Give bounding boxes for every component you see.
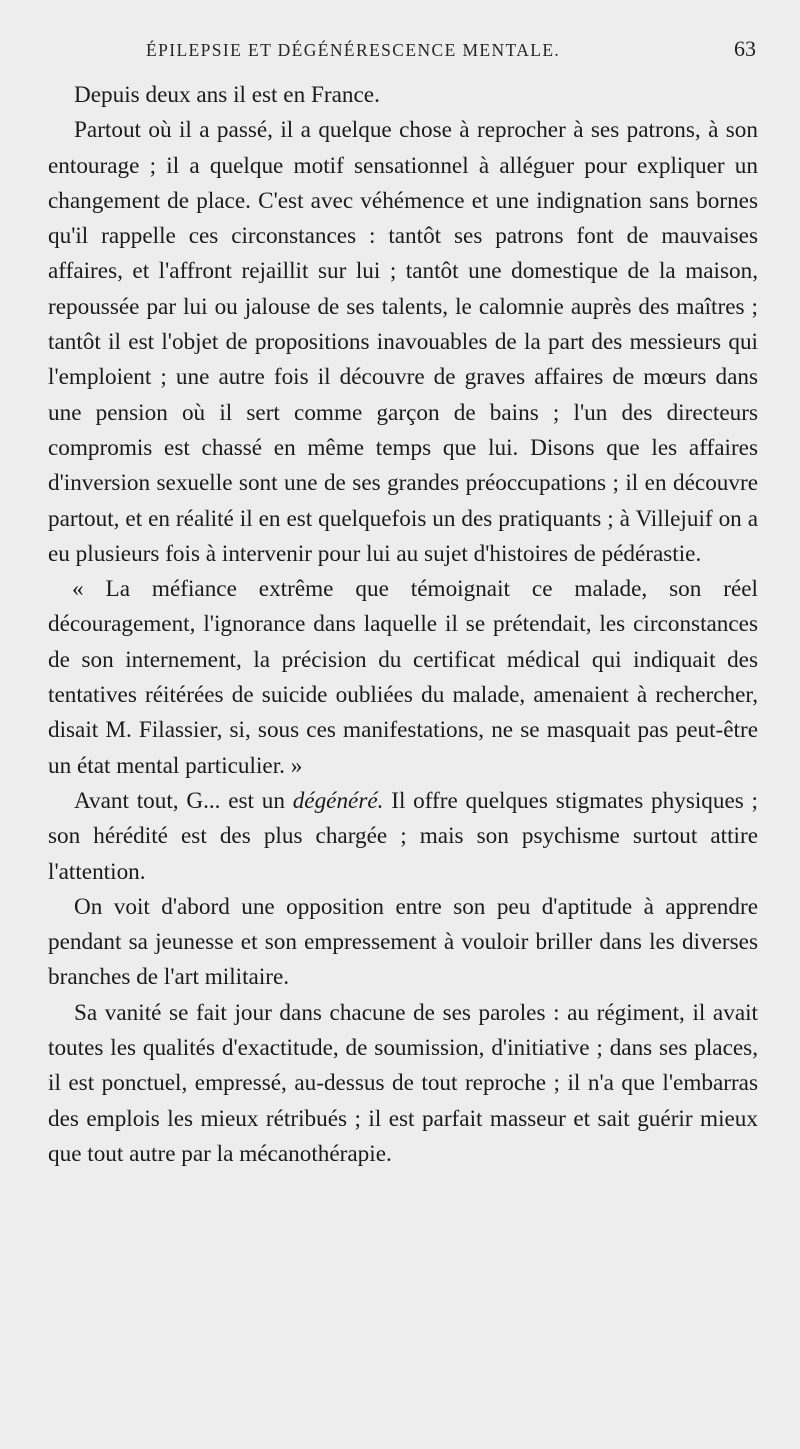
paragraph-opposition: On voit d'abord une opposition entre son peu d'aptitude à apprendre pendant sa jeunesse et son empressement à vouloir briller dans les diverses branches de l'art militaire. [48, 893, 758, 991]
paragraph-degenere [48, 784, 758, 890]
paragraph-degenere-start: Avant tout, G... est un [74, 787, 293, 814]
page-number: 63 [734, 36, 756, 61]
paragraph-vanity: Sa vanité se fait jour dans chacune de ses paroles : au régiment, il avait toutes les qualités d'exactitude, de soumission, d'initiative ; dans ses places, il est ponctuel, empressé, au-dessus de tout reproche ; il n'a que l'embarras des emplois les mieux rétribués ; il est parfait masseur et sait guérir mieux que tout autre par la mécanothérapie. [48, 999, 758, 1167]
paragraph-arrival: Depuis deux ans il est en France. [74, 82, 380, 108]
paragraph-quotation: « La méfiance extrême que témoignait ce malade, son réel découragement, l'ignorance dans laquelle il se prétendait, les circonstances de son internement, la précision du certificat médical qui indiquait des tentatives réitérées de suicide oubliées du malade, amenaient à rechercher, disait M. Filassier, si, sous ces manifestations, ne se masquait pas peut-être un état mental particulier. » [48, 576, 758, 779]
body-text [48, 78, 758, 1172]
paragraph-employers: Partout où il a passé, il a quelque chose à reprocher à ses patrons, à son entourage ; il a quelque motif sensationnel à alléguer pour expliquer un changement de place. C'est avec véhémence et une indignation sans bornes qu'il rappelle ces circonstances : tantôt ses patrons font de mauvaises affaires, et l'affront rejaillit sur lui ; tantôt une domestique de la maison, repoussée par lui ou jalouse de ses talents, le calomnie auprès des maîtres ; tantôt il est l'objet de propositions inavouables de la part des messieurs qui l'emploient ; une autre fois il découvre de graves affaires de mœurs dans une pension où il sert comme garçon de bains ; l'un des directeurs compromis est chassé en même temps que lui. Disons que les affaires d'inversion sexuelle sont une de ses grandes préoccupations ; il en découvre partout, et en réalité il en est quelquefois un des pratiquants ; à Villejuif on a eu plusieurs fois à intervenir pour lui au sujet d'histoires de pédérastie. [48, 117, 758, 567]
paragraph-degenere-end: Il offre quelques stigmates physiques ; son hérédité est des plus chargée ; mais son psychisme surtout attire l'attention. [48, 787, 759, 885]
running-head [48, 36, 758, 68]
emphasis-degenere: dégénéré. [292, 787, 384, 814]
running-head-title: ÉPILEPSIE ET DÉGÉNÉRESCENCE MENTALE. [146, 40, 561, 60]
